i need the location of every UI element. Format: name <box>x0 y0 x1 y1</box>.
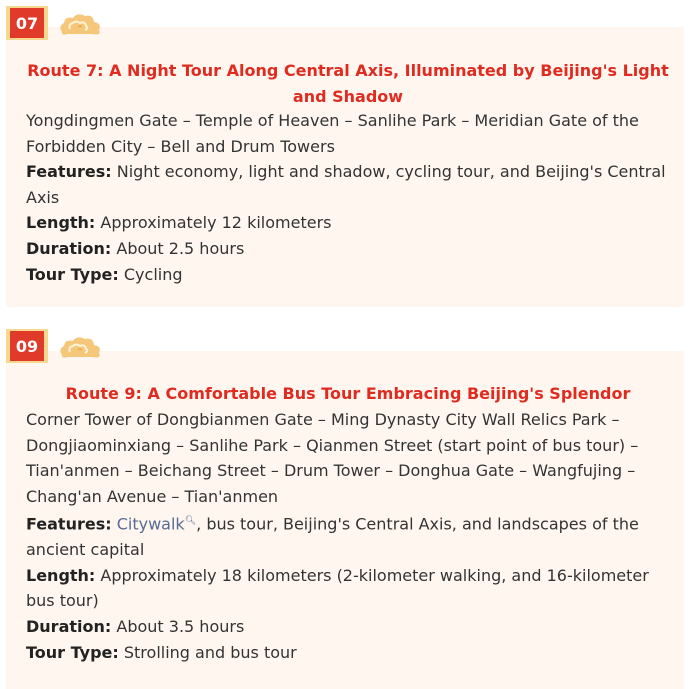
route-stops: Corner Tower of Dongbianmen Gate – Ming Dynasty City Wall Relics Park – Dongjiaominxiang – Sanlihe Park – Qianmen Street (start point of bus tour) – Tian'anmen – Beichang Street – Drum Tower – Donghua Gate – Wangfujing – Chang'an Avenue – Tian'anmen <box>26 410 639 506</box>
features-value: Night economy, light and shadow, cycling tour, and Beijing's Central Axis <box>26 162 666 207</box>
tour-type-line <box>26 262 666 288</box>
features-label: Features: <box>26 162 112 182</box>
features-value: , bus tour, Beijing's Central Axis, and landscapes of the ancient capital <box>26 514 639 560</box>
auspicious-cloud-icon <box>58 335 102 361</box>
duration-label: Duration: <box>26 238 112 258</box>
route-7-section <box>0 0 688 310</box>
tour-type-label: Tour Type: <box>26 264 119 284</box>
route-9-section <box>0 323 688 689</box>
duration-line <box>26 614 666 640</box>
length-line <box>26 563 666 614</box>
search-icon[interactable]: 🔍︎ <box>184 516 197 527</box>
length-line <box>26 210 666 236</box>
route-details <box>26 407 666 665</box>
tour-type-line <box>26 640 666 666</box>
length-value: Approximately 12 kilometers <box>100 213 332 233</box>
duration-value: About 2.5 hours <box>116 238 245 258</box>
auspicious-cloud-icon <box>58 12 102 38</box>
duration-line <box>26 236 666 262</box>
tour-type-value: Cycling <box>123 264 183 284</box>
features-label: Features: <box>26 514 112 534</box>
citywalk-link[interactable]: Citywalk <box>116 514 185 534</box>
route-title: Route 9: A Comfortable Bus Tour Embracing Beijing's Splendor <box>65 384 631 403</box>
route-number: 07 <box>10 8 44 38</box>
features-line <box>26 509 666 563</box>
route-details <box>26 108 666 287</box>
tour-type-value: Strolling and bus tour <box>123 642 297 662</box>
route-number-badge <box>6 6 48 40</box>
route-stops: Yongdingmen Gate – Temple of Heaven – Sanlihe Park – Meridian Gate of the Forbidden City – Bell and Drum Towers <box>26 111 639 156</box>
duration-value: About 3.5 hours <box>116 617 245 637</box>
route-title: Route 7: A Night Tour Along Central Axis, Illuminated by Beijing's Light and Shadow <box>27 61 669 106</box>
tour-type-label: Tour Type: <box>26 642 119 662</box>
route-number-badge <box>6 329 48 363</box>
route-number: 09 <box>10 331 44 361</box>
duration-label: Duration: <box>26 617 112 637</box>
length-value: Approximately 18 kilometers (2-kilometer walking, and 16-kilometer bus tour) <box>26 565 649 611</box>
features-line <box>26 159 666 210</box>
length-label: Length: <box>26 213 96 233</box>
length-label: Length: <box>26 565 96 585</box>
